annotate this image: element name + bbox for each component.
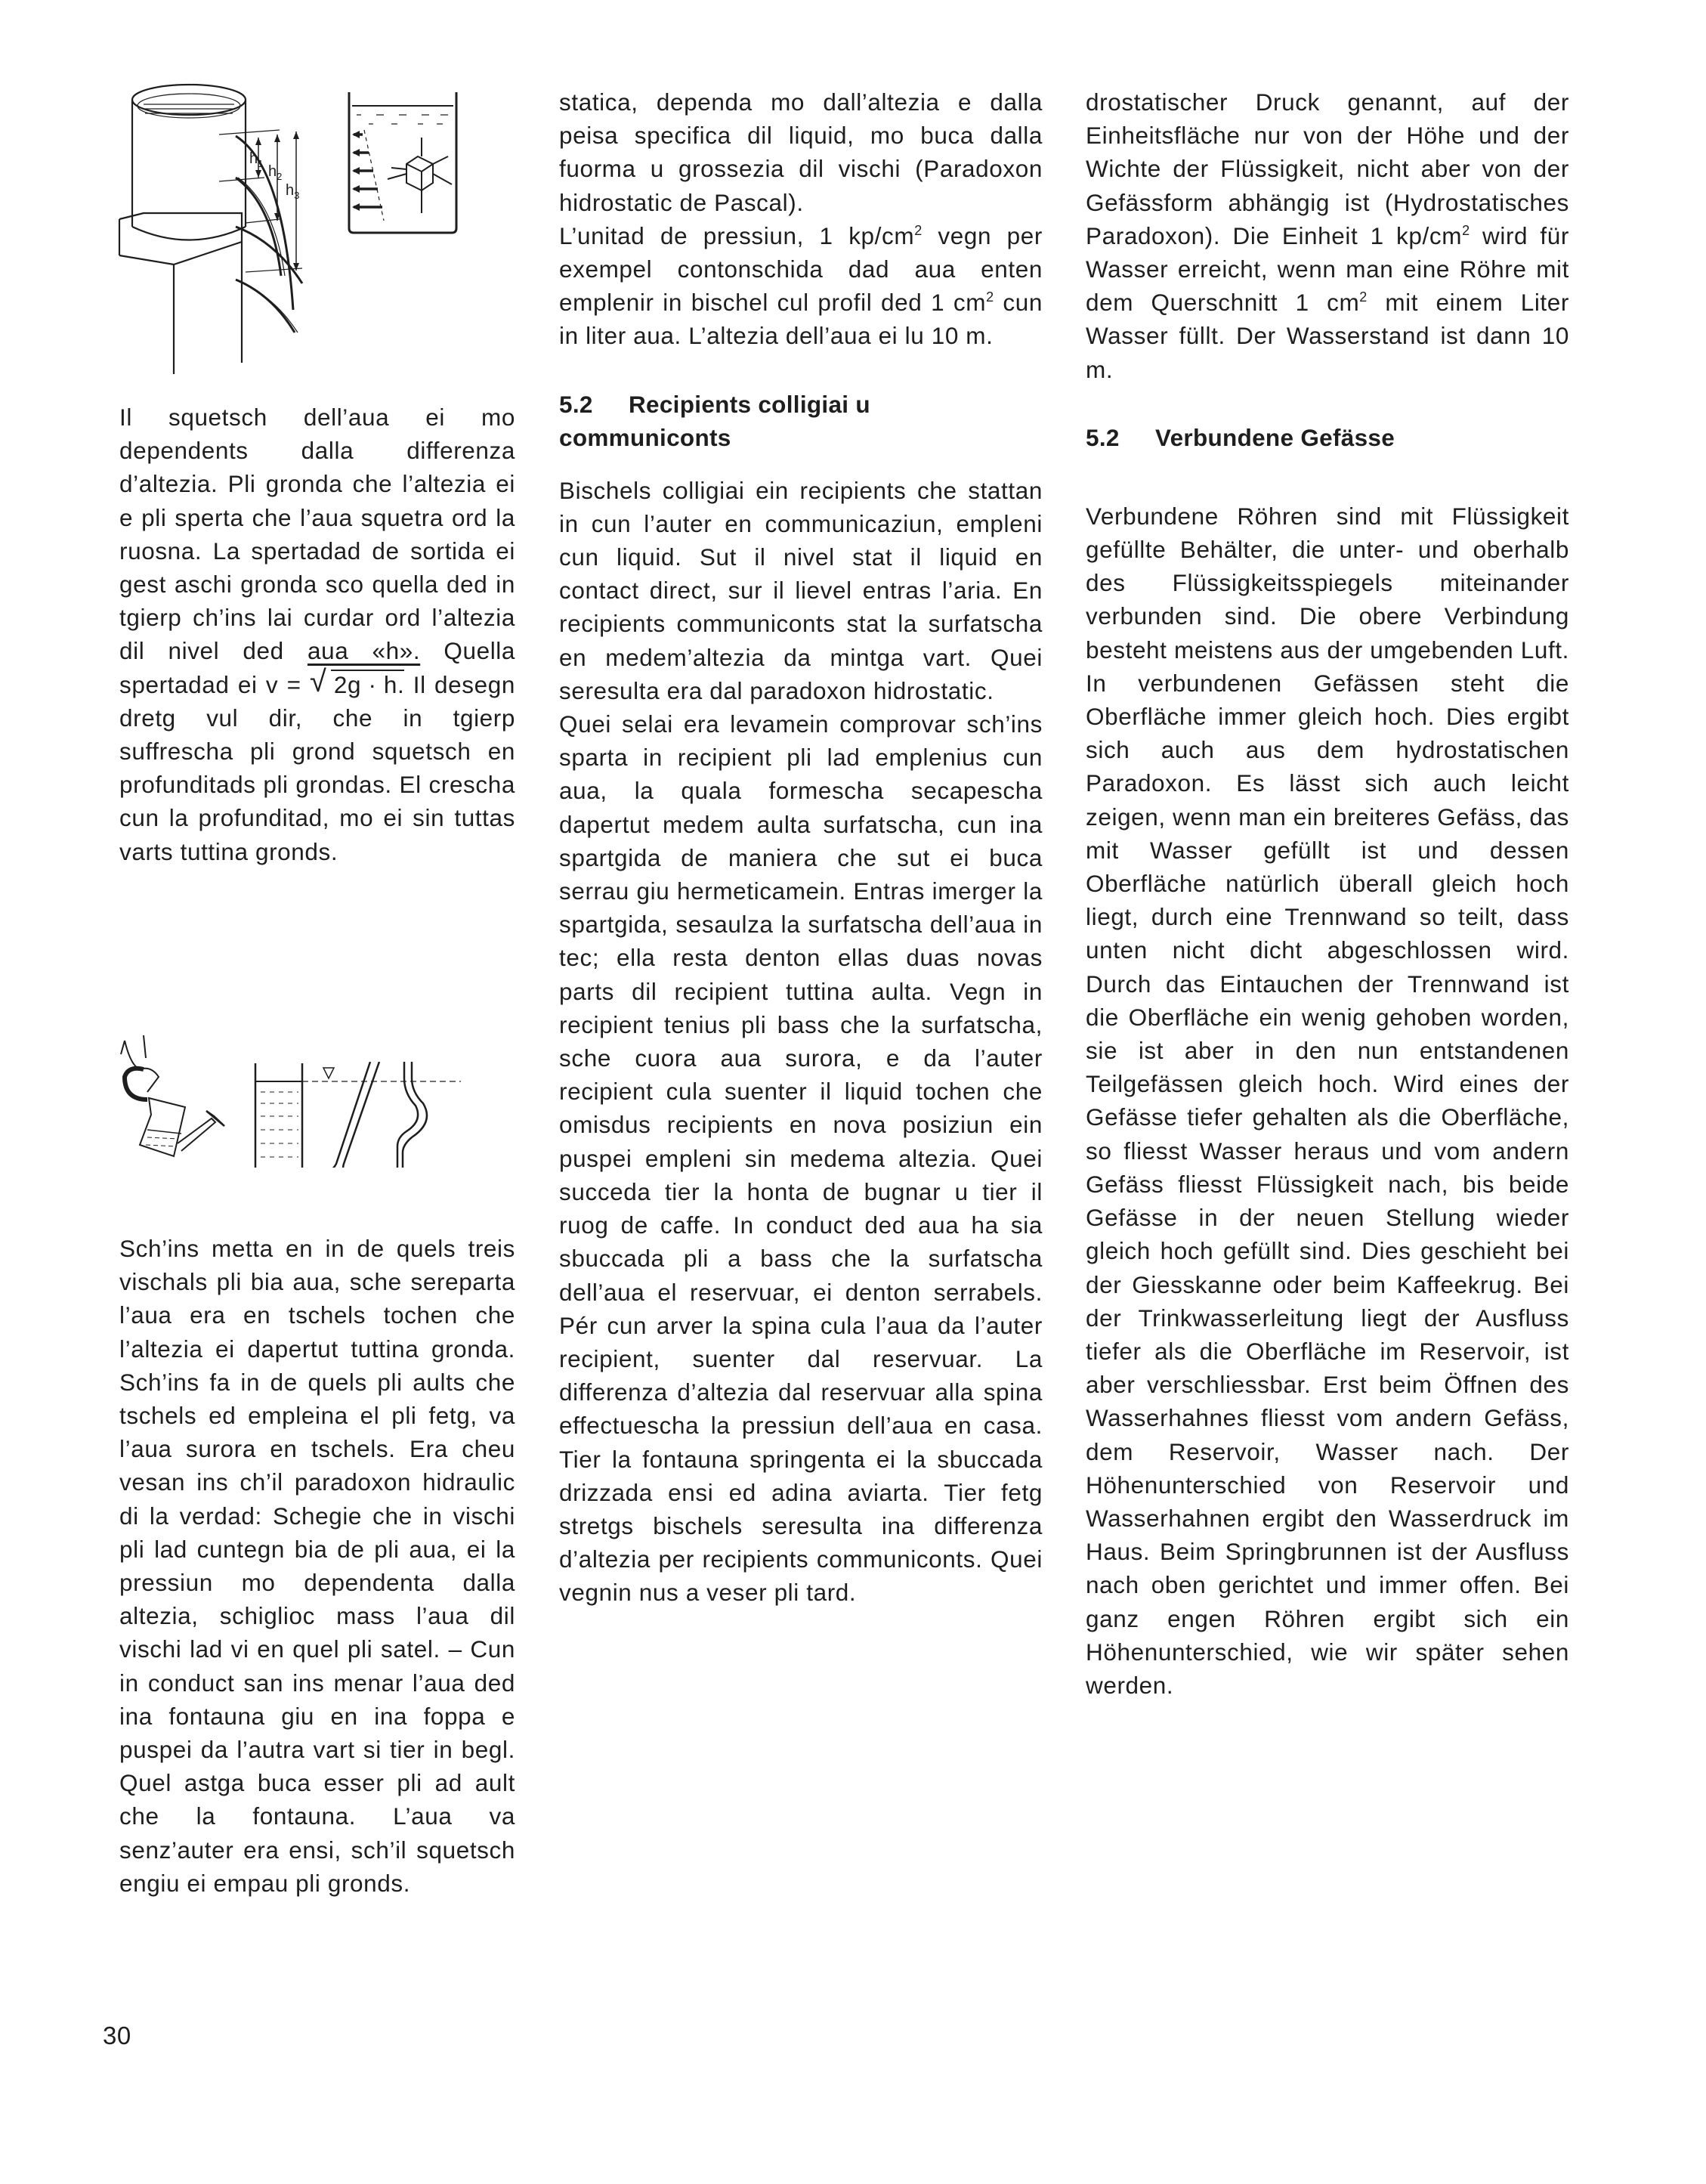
paragraph-communicating-examples: Quei selai era levamein comprovar sch’ins sparta in recipient pli lad emplenius cun aua, la quala formescha secapescha dapertut medem aulta surfatscha, cun ina spartgida de maniera che sut ei buca serrau giu hermeticamein. Entras imerger la spartgida, sesaulza la surfatscha dell’aua in tec; ella resta denton ellas duas novas parts dil recipient tuttina aulta. Vegn in recipient tenius pli bass che la surfatscha, sche cuora aua surora, e da l’auter recipient cula suenter il liquid tochen che omisdus recipients en nova posiziun ein puspei empleni sin medema altezia. Quei succeda tier la honta de bugnar u tier il ruog de caffe. In conduct ded aua ha sia sbuccada pli a bass che la surfatscha dell’aua el reservuar, ei denton serrabels. Pér cun arver la spina cula l’aua da l’auter recipient, suenter dal reservuar. La differenza d’altezia dal reservuar alla spina effectuescha la pressiun dell’aua en casa. Tier la fontauna springenta ei la sbuccada drizzada ensi ed adina aviarta. Tier fetg stretgs bischels seresulta ina differenza d’altezia per recipients communiconts. Quei vegnin nus a veser pli tard. bbox=[559, 710, 1043, 1607]
text-h-label: aua «h». bbox=[307, 637, 421, 665]
column-3 bbox=[1086, 85, 1569, 1702]
sqrt-formula bbox=[310, 668, 405, 701]
text-segment: wird für Wasser erreicht, wenn man eine Röhre mit dem Querschnitt 1 cm bbox=[1086, 221, 1569, 317]
text-segment: vegn per exempel contonschida dad aua enten emplenir in bischel cul profil ded 1 cm bbox=[559, 221, 1043, 317]
formula-radicand: 2g · h. bbox=[331, 670, 405, 698]
column-2 bbox=[559, 85, 1043, 1610]
column-1-upper bbox=[119, 401, 515, 868]
paragraph-three-vessels: Sch’ins metta en in de quels treis vischals pli bia aua, sche sereparta l’aua era en tschels tochen che l’altezia ei dapertut tuttina gronda. Sch’ins fa in de quels pli aults che tschels ed empleina el pli fetg, va l’aua surora en tschels. Era cheu vesan ins ch’il paradoxon hidraulic di la verdad: Schegie che in vischi pli lad cuntegn bia de pli aua, ei la pressiun mo dependenta dalla altezia, schiglioc mass l’aua dil vischi lad vi en quel pli satel. – Cun in conduct san ins menar l’aua ded ina fontauna giu en ina foppa e puspei da l’autra vart si tier in begl. Quel astga buca esser pli ad ault che la fontauna. L’aua va senz’auter era ensi, sch’il squetsch engiu ei empau pli gronds. bbox=[119, 1235, 515, 1897]
cylinder-jets-illustration bbox=[113, 83, 363, 385]
section-title: Recipients colligiai u communiconts bbox=[559, 390, 870, 451]
figure-pressure-vessel bbox=[346, 92, 467, 243]
text-segment: Quella spertadad ei v = bbox=[119, 637, 516, 698]
text-segment: drostatischer Druck genannt, auf der Einheitsfläche nur von der Höhe und der Wichte der Flüssigkeit, nicht aber von der Gefässform abhängig ist (Hydrostatisches Paradoxon). Die Einheit 1 kp/cm bbox=[1086, 88, 1569, 249]
pressure-vessel-illustration bbox=[346, 92, 467, 243]
section-title: Verbundene Gefässe bbox=[1155, 423, 1395, 451]
paragraph-hydrostatic-pressure bbox=[1086, 85, 1569, 386]
paragraph-pascal-paradox bbox=[559, 85, 1043, 353]
section-heading-german bbox=[1086, 421, 1569, 454]
figure-watering-can bbox=[117, 1032, 230, 1160]
communicating-vessels-illustration bbox=[249, 1062, 468, 1168]
section-number: 5.2 bbox=[1086, 423, 1120, 451]
watering-can-illustration bbox=[117, 1032, 230, 1160]
text-segment: mit einem Liter Wasser füllt. Der Wasserstand ist dann 10 m. bbox=[1086, 289, 1569, 383]
paragraph-outflow-velocity bbox=[119, 401, 515, 868]
section-heading-romansh bbox=[559, 388, 1043, 454]
figure-cylinder-jets bbox=[113, 83, 363, 385]
paragraph-communicating-definition: Bischels colligiai ein recipients che stattan in cun l’auter en communicaziun, empleni cun liquid. Sut il nivel stat il liquid en contact direct, sur il lievel entras l’aria. En recipients communiconts stat la surfatscha en medem’altezia da mintga vart. Quei seresulta era dal paradoxon hidrostatic. bbox=[559, 476, 1043, 704]
text-segment: Il desegn dretg vul dir, che in tgierp suffrescha pli grond squetsch en profunditads pli grondas. El crescha cun la profunditad, mo ei sin tuttas varts tuttina gronds. bbox=[119, 670, 515, 865]
water-level-marker-icon bbox=[323, 1068, 334, 1078]
section-number: 5.2 bbox=[559, 390, 593, 418]
label-h3: $h_3$ bbox=[286, 182, 300, 201]
text-segment: cun in liter aua. L’altezia dell’aua ei lu 10 m. bbox=[559, 289, 1043, 350]
label-h1: $h_1$ bbox=[249, 150, 264, 169]
label-h2: $h_2$ bbox=[268, 163, 283, 182]
superscript: 2 bbox=[1462, 222, 1470, 238]
text-segment: Il squetsch dell’aua ei mo dependents dalla differenza d’altezia. Pli gronda che l’altezia ei e pli sperta che l’aua squetra ord la ruosna. La spertadad de sortida ei gest aschi gronda sco quella ded in tgierp ch’ins lai curdar ord l’altezia dil nivel ded bbox=[119, 404, 515, 665]
figure-communicating-vessels bbox=[249, 1062, 468, 1168]
text-segment: L’unitad de pressiun, 1 kp/cm bbox=[559, 221, 915, 249]
text-segment: statica, dependa mo dall’altezia e dalla peisa specifica dil liquid, mo buca dalla fuorma u grossezia dil vischi (Paradoxon hidrostatic de Pascal). bbox=[559, 88, 1043, 216]
superscript: 2 bbox=[986, 289, 994, 305]
column-1-lower bbox=[119, 1232, 515, 1900]
paragraph-verbundene-gefaesse: Verbundene Röhren sind mit Flüssigkeit gefüllte Behälter, die unter- und oberhalb des Flüssigkeitsspiegels miteinander verbunden sind. Die obere Verbindung besteht meistens aus der umgebenden Luft. In verbundenen Gefässen steht die Oberfläche immer gleich hoch. Dies ergibt sich auch aus dem hydrostatischen Paradoxon. Es lässt sich auch leicht zeigen, wenn man ein breiteres Gefäss, das mit Wasser gefüllt ist und dessen Oberfläche natürlich überall gleich hoch liegt, durch eine Trennwand so teilt, dass unten nicht dicht abgeschlossen wird. Durch das Eintauchen der Trennwand ist die Oberfläche ein wenig gehoben worden, sie ist aber in den nun entstandenen Teilgefässen gleich hoch. Wird eines der Gefässe tiefer gehalten als die Oberfläche, so fliesst Wasser heraus und vom andern Gefäss fliesst Flüssigkeit nach, bis beide Gefässe in der neuen Stellung wieder gleich hoch gefüllt sind. Dies geschieht bei der Giesskanne oder beim Kaffeekrug. Bei der Trinkwasserleitung liegt der Ausfluss tiefer als die Oberfläche im Reservoir, ist aber verschliessbar. Erst beim Öffnen des Wasserhahnes fliesst vom andern Gefäss, dem Reservoir, Wasser nach. Der Höhenunterschied von Reservoir und Wasserhahnen ergibt den Wasserdruck im Haus. Beim Springbrunnen ist der Ausfluss nach oben gerichtet und immer offen. Bei ganz engen Röhren ergibt sich ein Höhenunterschied, wie wir später sehen werden. bbox=[1086, 502, 1569, 1699]
superscript: 2 bbox=[914, 222, 923, 238]
page-number: 30 bbox=[103, 2022, 131, 2049]
superscript: 2 bbox=[1359, 289, 1368, 305]
